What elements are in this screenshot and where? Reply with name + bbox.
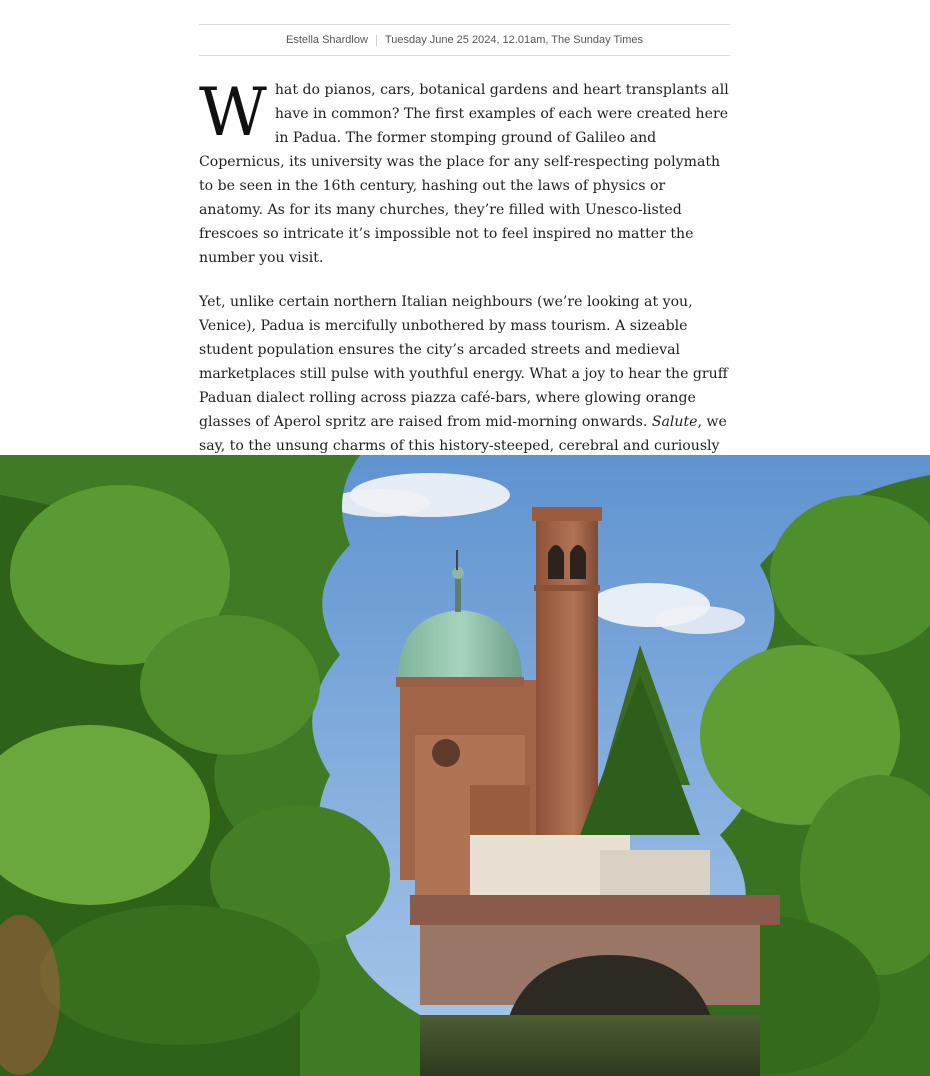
author-name[interactable]: Estella Shardlow: [286, 34, 368, 46]
publish-dateline: Tuesday June 25 2024, 12.01am, The Sunday Times: [384, 34, 643, 46]
paragraph-2-text-start: Yet, unlike certain northern Italian neighbours (we’re looking at you, Venice), Padua is mercifully unbothered by mass tourism. A sizeable student population ensures the city’s arcaded streets and medieval marketplaces still pulse with youthful energy. What a joy to hear the gruff Paduan dialect rolling across piazza café-bars, where glowing orange glasses of Aperol spritz are raised from mid-morning onwards.: [199, 294, 728, 430]
byline-divider: [376, 35, 377, 46]
byline: [199, 24, 730, 56]
article-body: [199, 74, 730, 502]
paragraph-2-emphasis: Salute: [651, 414, 698, 430]
hero-image: [0, 455, 930, 1076]
drop-cap: W: [199, 74, 267, 151]
padua-church-photo: [0, 455, 930, 1076]
paragraph-2-text-end: , we say, to the unsung charms of this history-steeped, cerebral and curiously: [199, 414, 727, 454]
article-paragraph-1: [199, 74, 730, 270]
article-paragraph-2: [199, 290, 730, 482]
paragraph-1-text: hat do pianos, cars, botanical gardens and heart transplants all have in common? The first examples of each were created here in Padua. The former stomping ground of Galileo and Copernicus, its university was the place for any self-respecting polymath to be seen in the 16th century, hashing out the laws of physics or anatomy. As for its many churches, they’re filled with Unesco-listed frescoes so intricate it’s impossible not to feel inspired no matter the number you visit.: [199, 82, 729, 266]
